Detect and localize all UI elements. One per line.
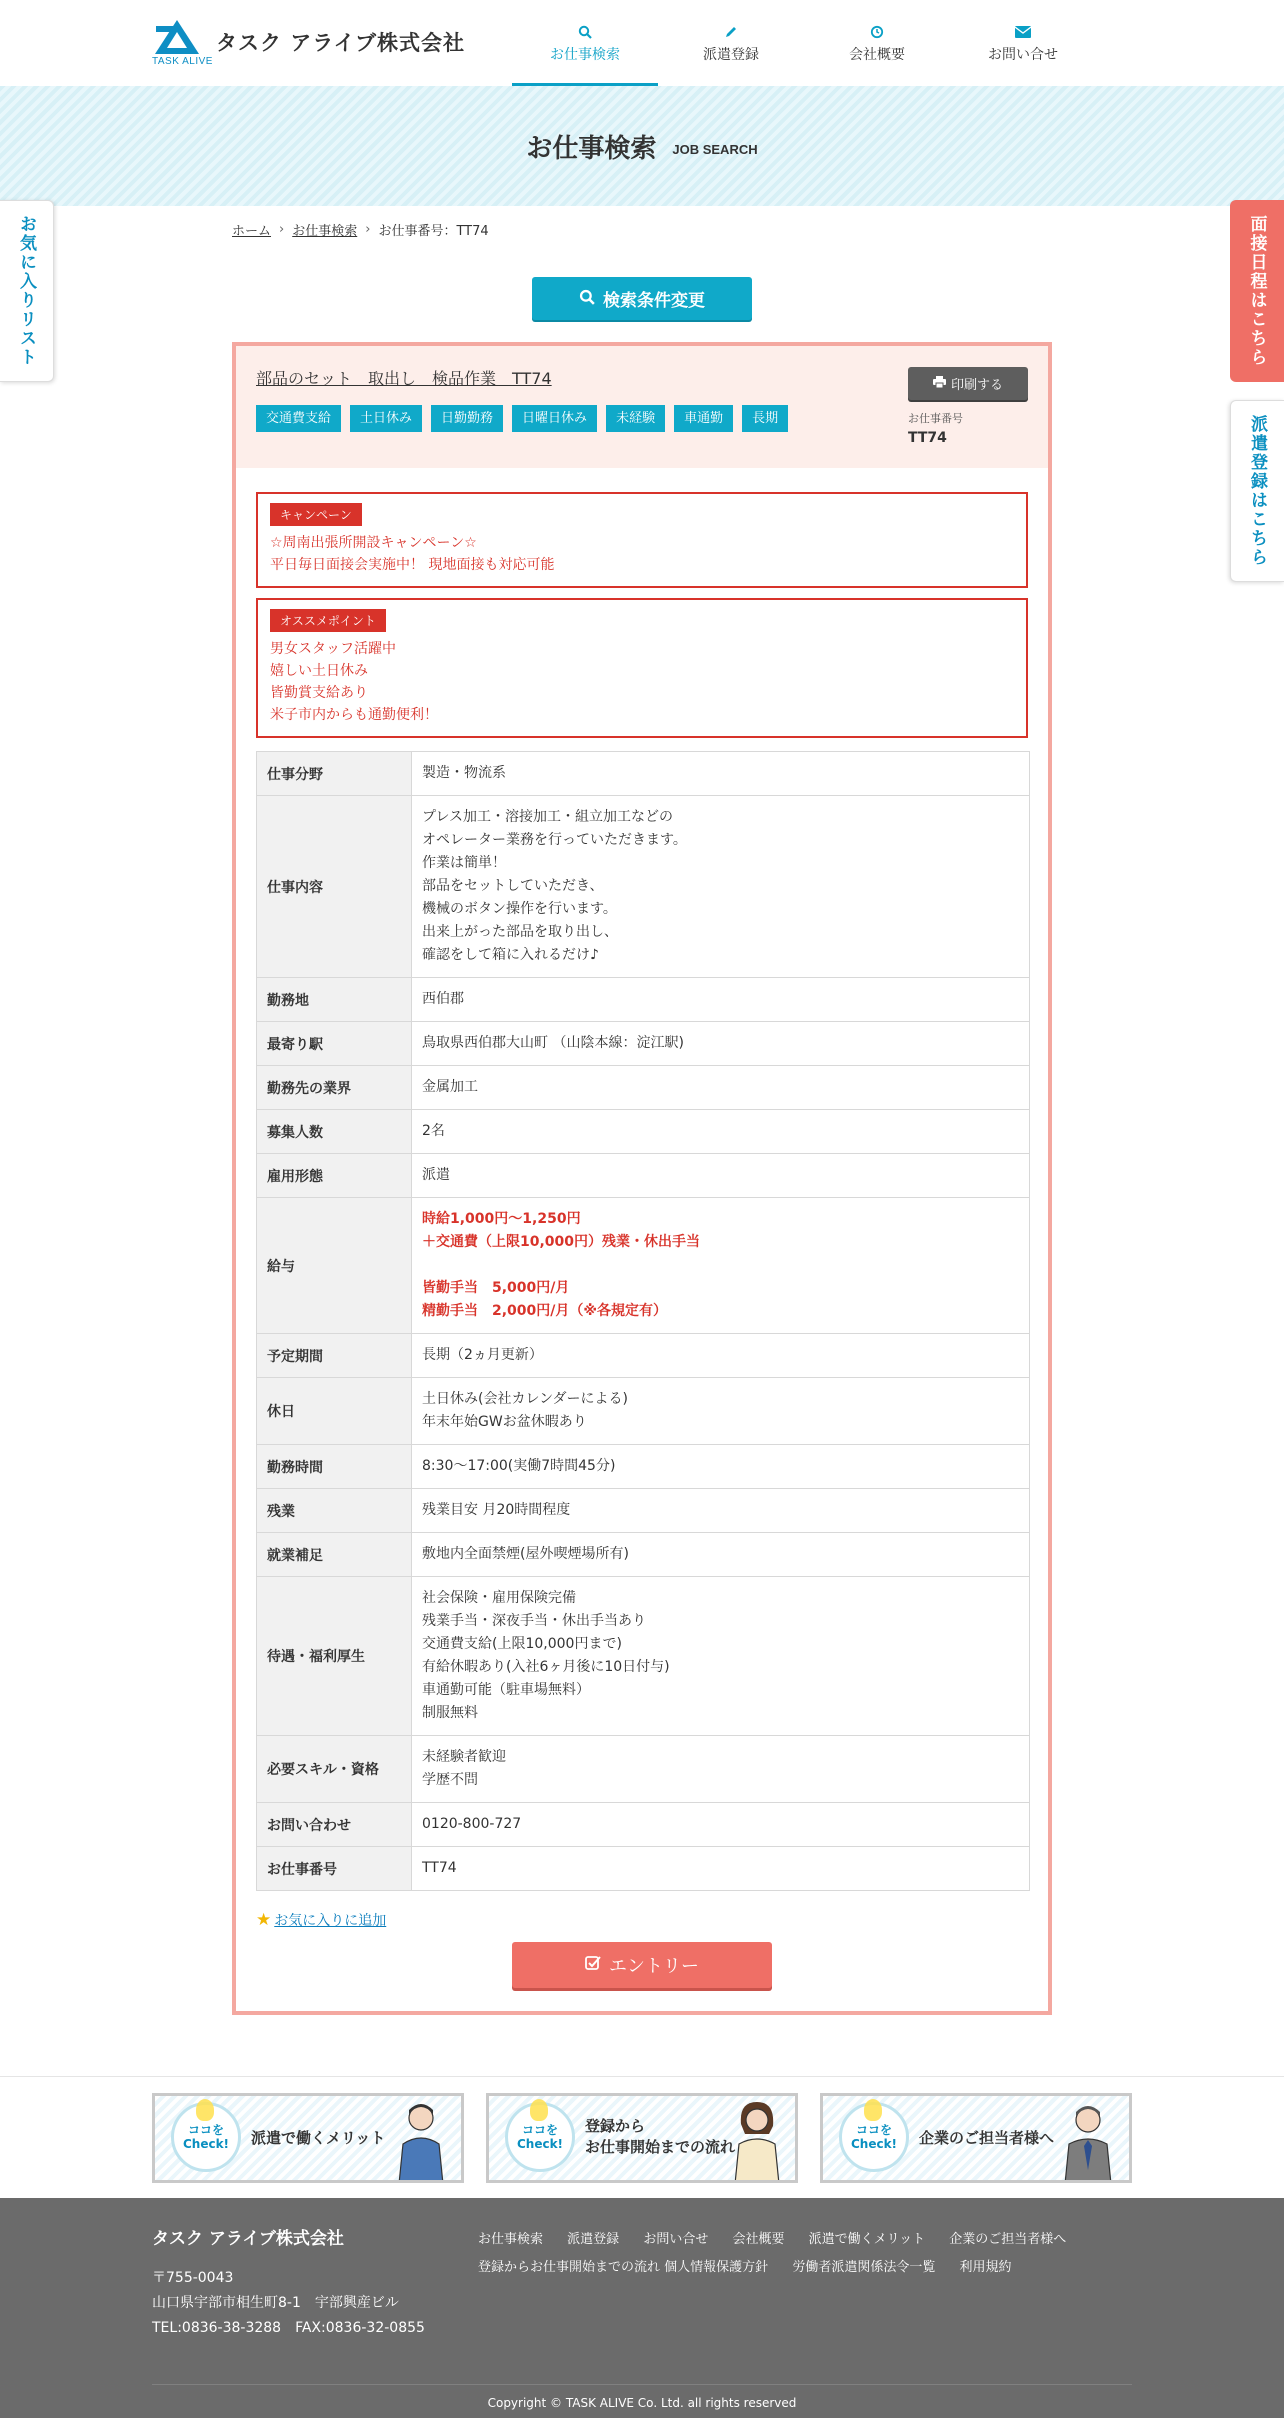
job-tag: 未経験 — [606, 405, 665, 432]
printer-icon — [933, 376, 946, 392]
breadcrumb-current: お仕事番号：TT74 — [378, 224, 489, 239]
detail-label: 募集人数 — [257, 1110, 412, 1154]
promo-strip — [0, 2076, 1284, 2198]
nav-contact[interactable] — [950, 0, 1096, 86]
promo-merit-banner[interactable] — [152, 2093, 464, 2183]
add-favorite-link[interactable] — [256, 1910, 386, 1930]
change-search-label: 検索条件変更 — [603, 291, 705, 311]
footer-divider — [152, 2384, 1132, 2385]
detail-value-line: 時給1,000円～1,250円 — [422, 1211, 581, 1227]
detail-value — [412, 1489, 1030, 1533]
entry-button[interactable] — [512, 1942, 772, 1988]
page-banner — [0, 86, 1284, 206]
detail-value-line: 確認をして箱に入れるだけ♪ — [422, 947, 599, 963]
detail-label: 勤務地 — [257, 978, 412, 1022]
detail-value-line: 2名 — [422, 1123, 445, 1139]
page-title: お仕事検索 — [526, 133, 657, 164]
add-favorite-label: お気に入りに追加 — [274, 1913, 387, 1929]
register-tab-label: 派遣登録はこちら — [1247, 415, 1267, 567]
nav-label: 派遣登録 — [703, 46, 759, 63]
detail-row — [257, 1198, 1030, 1334]
detail-value-line: 製造・物流系 — [422, 765, 506, 781]
favorites-list-tab[interactable] — [0, 200, 54, 382]
job-tag: 交通費支給 — [256, 405, 341, 432]
detail-value-line: 部品をセットしていただき、 — [422, 878, 604, 894]
detail-value — [412, 752, 1030, 796]
worker-illustration-icon — [389, 2100, 451, 2183]
footer-link[interactable]: 利用規約 — [959, 2260, 1012, 2275]
detail-value-line: 残業目安 月20時間程度 — [422, 1502, 571, 1518]
lightbulb-icon — [864, 2099, 882, 2121]
job-card — [232, 342, 1052, 2015]
detail-value — [412, 1736, 1030, 1803]
detail-value — [412, 796, 1030, 978]
breadcrumb — [232, 220, 489, 239]
promo-text: 派遣で働くメリット — [251, 2129, 386, 2147]
print-label: 印刷する — [950, 378, 1003, 393]
detail-value-line: 8:30～17:00(実働7時間45分) — [422, 1458, 616, 1474]
checkbox-icon — [585, 1955, 601, 1976]
detail-row — [257, 1533, 1030, 1577]
job-number-label: お仕事番号 — [908, 412, 963, 425]
job-details-table — [256, 751, 1030, 1891]
detail-value-line: プレス加工・溶接加工・組立加工などの — [422, 809, 674, 825]
lightbulb-icon — [196, 2099, 214, 2121]
detail-label: 最寄り駅 — [257, 1022, 412, 1066]
detail-value-line: 出来上がった部品を取り出し、 — [422, 924, 618, 940]
breadcrumb-search[interactable]: お仕事検索 — [292, 224, 358, 239]
detail-value-line: 制服無料 — [422, 1705, 478, 1721]
detail-label: 仕事内容 — [257, 796, 412, 978]
logo-text: タスク アライブ株式会社 — [216, 31, 466, 55]
detail-label: 勤務先の業界 — [257, 1066, 412, 1110]
job-tag: 長期 — [742, 405, 788, 432]
detail-row — [257, 1489, 1030, 1533]
detail-label: 待遇・福利厚生 — [257, 1577, 412, 1736]
chevron-right-icon: › — [365, 222, 371, 237]
promo-company-banner[interactable] — [820, 2093, 1132, 2183]
register-tab[interactable] — [1230, 400, 1284, 582]
logo-mark-icon — [152, 18, 213, 68]
detail-value-line: 社会保険・雇用保険完備 — [422, 1590, 576, 1606]
detail-value — [412, 1577, 1030, 1736]
detail-label: 勤務時間 — [257, 1445, 412, 1489]
nav-job-search[interactable] — [512, 0, 658, 86]
footer-address — [152, 2266, 425, 2341]
woman-illustration-icon — [727, 2100, 785, 2183]
promo-text: 登録から — [585, 2117, 646, 2135]
nav-label: お仕事検索 — [550, 46, 620, 63]
interview-schedule-tab[interactable] — [1230, 200, 1284, 382]
detail-label: 予定期間 — [257, 1334, 412, 1378]
job-tag: 車通勤 — [674, 405, 733, 432]
detail-row — [257, 1378, 1030, 1445]
footer-link[interactable]: お仕事検索 — [478, 2232, 544, 2247]
job-tag: 土日休み — [350, 405, 422, 432]
footer-copyright: Copyright © TASK ALIVE Co. Ltd. all rights reserved — [487, 2396, 797, 2410]
check-badge-text: Check! — [516, 2137, 564, 2151]
nav-company[interactable] — [804, 0, 950, 86]
footer-link[interactable]: 派遣で働くメリット — [808, 2232, 926, 2247]
detail-value-line: 派遣 — [422, 1167, 450, 1183]
detail-value-line: 皆勤手当 5,000円/月 — [422, 1280, 570, 1296]
detail-value-line: 年末年始GWお盆休暇あり — [422, 1414, 587, 1430]
clock-icon — [870, 23, 884, 41]
detail-row — [257, 978, 1030, 1022]
check-badge-text: ココを — [187, 2123, 224, 2137]
footer-links — [478, 2226, 1118, 2282]
favorites-list-label: お気に入りリスト — [16, 215, 36, 367]
detail-value-line: オペレーター業務を行っていただきます。 — [422, 832, 687, 848]
change-search-button[interactable] — [532, 277, 752, 320]
detail-label: 就業補足 — [257, 1533, 412, 1577]
detail-value-line: 0120-800-727 — [422, 1816, 522, 1832]
nav-register[interactable] — [658, 0, 804, 86]
detail-value-line: 敷地内全面禁煙(屋外喫煙場所有) — [422, 1546, 629, 1562]
detail-row — [257, 1110, 1030, 1154]
star-icon: ★ — [256, 1910, 272, 1930]
detail-value — [412, 1803, 1030, 1847]
detail-row — [257, 752, 1030, 796]
campaign-line: 平日毎日面接会実施中！ 現地面接も対応可能 — [270, 557, 555, 573]
detail-label: 給与 — [257, 1198, 412, 1334]
detail-value — [412, 1198, 1030, 1334]
nav-label: 会社概要 — [849, 46, 905, 63]
promo-text: 企業のご担当者様へ — [919, 2129, 1055, 2147]
footer-link[interactable]: お問い合せ — [643, 2232, 709, 2247]
detail-value-line: 残業手当・深夜手当・休出手当あり — [422, 1613, 646, 1629]
job-card-header — [236, 346, 1048, 468]
chevron-right-icon: › — [279, 222, 285, 237]
detail-label: 仕事分野 — [257, 752, 412, 796]
detail-label: お仕事番号 — [257, 1847, 412, 1891]
detail-row — [257, 1847, 1030, 1891]
check-badge-text: Check! — [850, 2137, 898, 2151]
recommend-line: 男女スタッフ活躍中 — [270, 641, 396, 657]
detail-value-line: 有給休暇あり(入社6ヶ月後に10日付与) — [422, 1659, 670, 1675]
detail-value-line: 未経験者歓迎 — [422, 1749, 506, 1765]
page-subtitle: JOB SEARCH — [672, 141, 758, 157]
detail-value-line: 精勤手当 2,000円/月（※各規定有） — [422, 1303, 668, 1319]
footer-link[interactable]: 会社概要 — [732, 2232, 785, 2247]
detail-label: 休日 — [257, 1378, 412, 1445]
detail-label: 雇用形態 — [257, 1154, 412, 1198]
detail-label: 残業 — [257, 1489, 412, 1533]
footer-address-line: 〒755-0043 — [152, 2270, 234, 2286]
detail-label: 必要スキル・資格 — [257, 1736, 412, 1803]
footer-address-line: 山口県宇部市相生町8-1 宇部興産ビル — [152, 2295, 399, 2311]
detail-row — [257, 1066, 1030, 1110]
check-badge-text: Check! — [182, 2137, 230, 2151]
job-tag: 日勤勤務 — [431, 405, 503, 432]
footer-link[interactable]: 個人情報保護方針 — [664, 2260, 769, 2275]
logo[interactable] — [152, 18, 465, 68]
detail-value — [412, 1445, 1030, 1489]
detail-value — [412, 1110, 1030, 1154]
site-header — [0, 0, 1284, 86]
campaign-line: ☆周南出張所開設キャンペーン☆ — [270, 535, 477, 551]
interview-schedule-label: 面接日程はこちら — [1246, 215, 1267, 367]
detail-value-line: 長期（2ヵ月更新） — [422, 1347, 543, 1363]
detail-value — [412, 1154, 1030, 1198]
recommend-box — [256, 598, 1028, 738]
check-badge-text: ココを — [855, 2123, 892, 2137]
campaign-label: キャンペーン — [270, 503, 362, 526]
detail-value-line — [422, 1254, 1019, 1277]
breadcrumb-home[interactable]: ホーム — [232, 224, 272, 239]
recommend-line: 嬉しい土日休み — [270, 663, 368, 679]
detail-value-line: 車通勤可能（駐車場無料） — [422, 1682, 590, 1698]
detail-value-line: TT74 — [422, 1860, 457, 1876]
promo-text: お仕事開始までの流れ — [585, 2138, 736, 2156]
footer-company: タスク アライブ株式会社 — [152, 2229, 344, 2249]
footer-link[interactable]: 企業のご担当者様へ — [949, 2232, 1067, 2247]
detail-value — [412, 1533, 1030, 1577]
businessman-illustration-icon — [1057, 2100, 1119, 2183]
envelope-icon — [1015, 23, 1031, 41]
recommend-line: 米子市内からも通勤便利！ — [270, 707, 438, 723]
detail-value-line: 作業は簡単！ — [422, 855, 506, 871]
detail-row — [257, 1154, 1030, 1198]
detail-value — [412, 1022, 1030, 1066]
job-tags — [256, 405, 797, 432]
detail-value-line: 西伯郡 — [422, 991, 464, 1007]
footer-link[interactable]: 労働者派遣関係法令一覧 — [792, 2260, 936, 2275]
detail-row — [257, 796, 1030, 978]
detail-value-line: 学歴不問 — [422, 1772, 478, 1788]
nav-label: お問い合せ — [988, 46, 1058, 63]
main-nav — [512, 0, 1096, 86]
detail-value-line: 機械のボタン操作を行います。 — [422, 901, 617, 917]
detail-value-line: 鳥取県西伯郡大山町 （山陰本線：淀江駅) — [422, 1035, 684, 1051]
entry-label: エントリー — [609, 1956, 699, 1977]
detail-value — [412, 978, 1030, 1022]
search-icon — [578, 23, 592, 41]
site-footer — [0, 2198, 1284, 2418]
print-button[interactable] — [908, 367, 1028, 400]
detail-value-line: 金属加工 — [422, 1079, 478, 1095]
footer-link[interactable]: 登録からお仕事開始までの流れ — [478, 2260, 661, 2275]
detail-value — [412, 1847, 1030, 1891]
detail-row — [257, 1803, 1030, 1847]
detail-row — [257, 1577, 1030, 1736]
recommend-label: オススメポイント — [270, 609, 386, 632]
logo-subtext: TASK ALIVE — [152, 56, 213, 67]
detail-value-line: 交通費支給(上限10,000円まで) — [422, 1636, 622, 1652]
detail-row — [257, 1334, 1030, 1378]
job-number: TT74 — [908, 430, 947, 446]
recommend-line: 皆勤賞支給あり — [270, 685, 368, 701]
promo-flow-banner[interactable] — [486, 2093, 798, 2183]
detail-row — [257, 1445, 1030, 1489]
detail-value — [412, 1378, 1030, 1445]
detail-value-line: 土日休み(会社カレンダーによる) — [422, 1391, 629, 1407]
job-title[interactable]: 部品のセット 取出し 検品作業 TT74 — [256, 369, 552, 388]
detail-label: お問い合わせ — [257, 1803, 412, 1847]
footer-link[interactable]: 派遣登録 — [567, 2232, 620, 2247]
footer-address-line: TEL:0836-38-3288 FAX:0836-32-0855 — [152, 2320, 425, 2336]
campaign-box — [256, 492, 1028, 588]
detail-value — [412, 1066, 1030, 1110]
detail-value — [412, 1334, 1030, 1378]
job-tag: 日曜日休み — [512, 405, 597, 432]
detail-value-line: ＋交通費（上限10,000円）残業・休出手当 — [422, 1234, 701, 1250]
pencil-icon — [724, 23, 738, 41]
detail-row — [257, 1736, 1030, 1803]
search-icon — [579, 289, 595, 309]
check-badge-text: ココを — [521, 2123, 558, 2137]
lightbulb-icon — [530, 2099, 548, 2121]
detail-row — [257, 1022, 1030, 1066]
